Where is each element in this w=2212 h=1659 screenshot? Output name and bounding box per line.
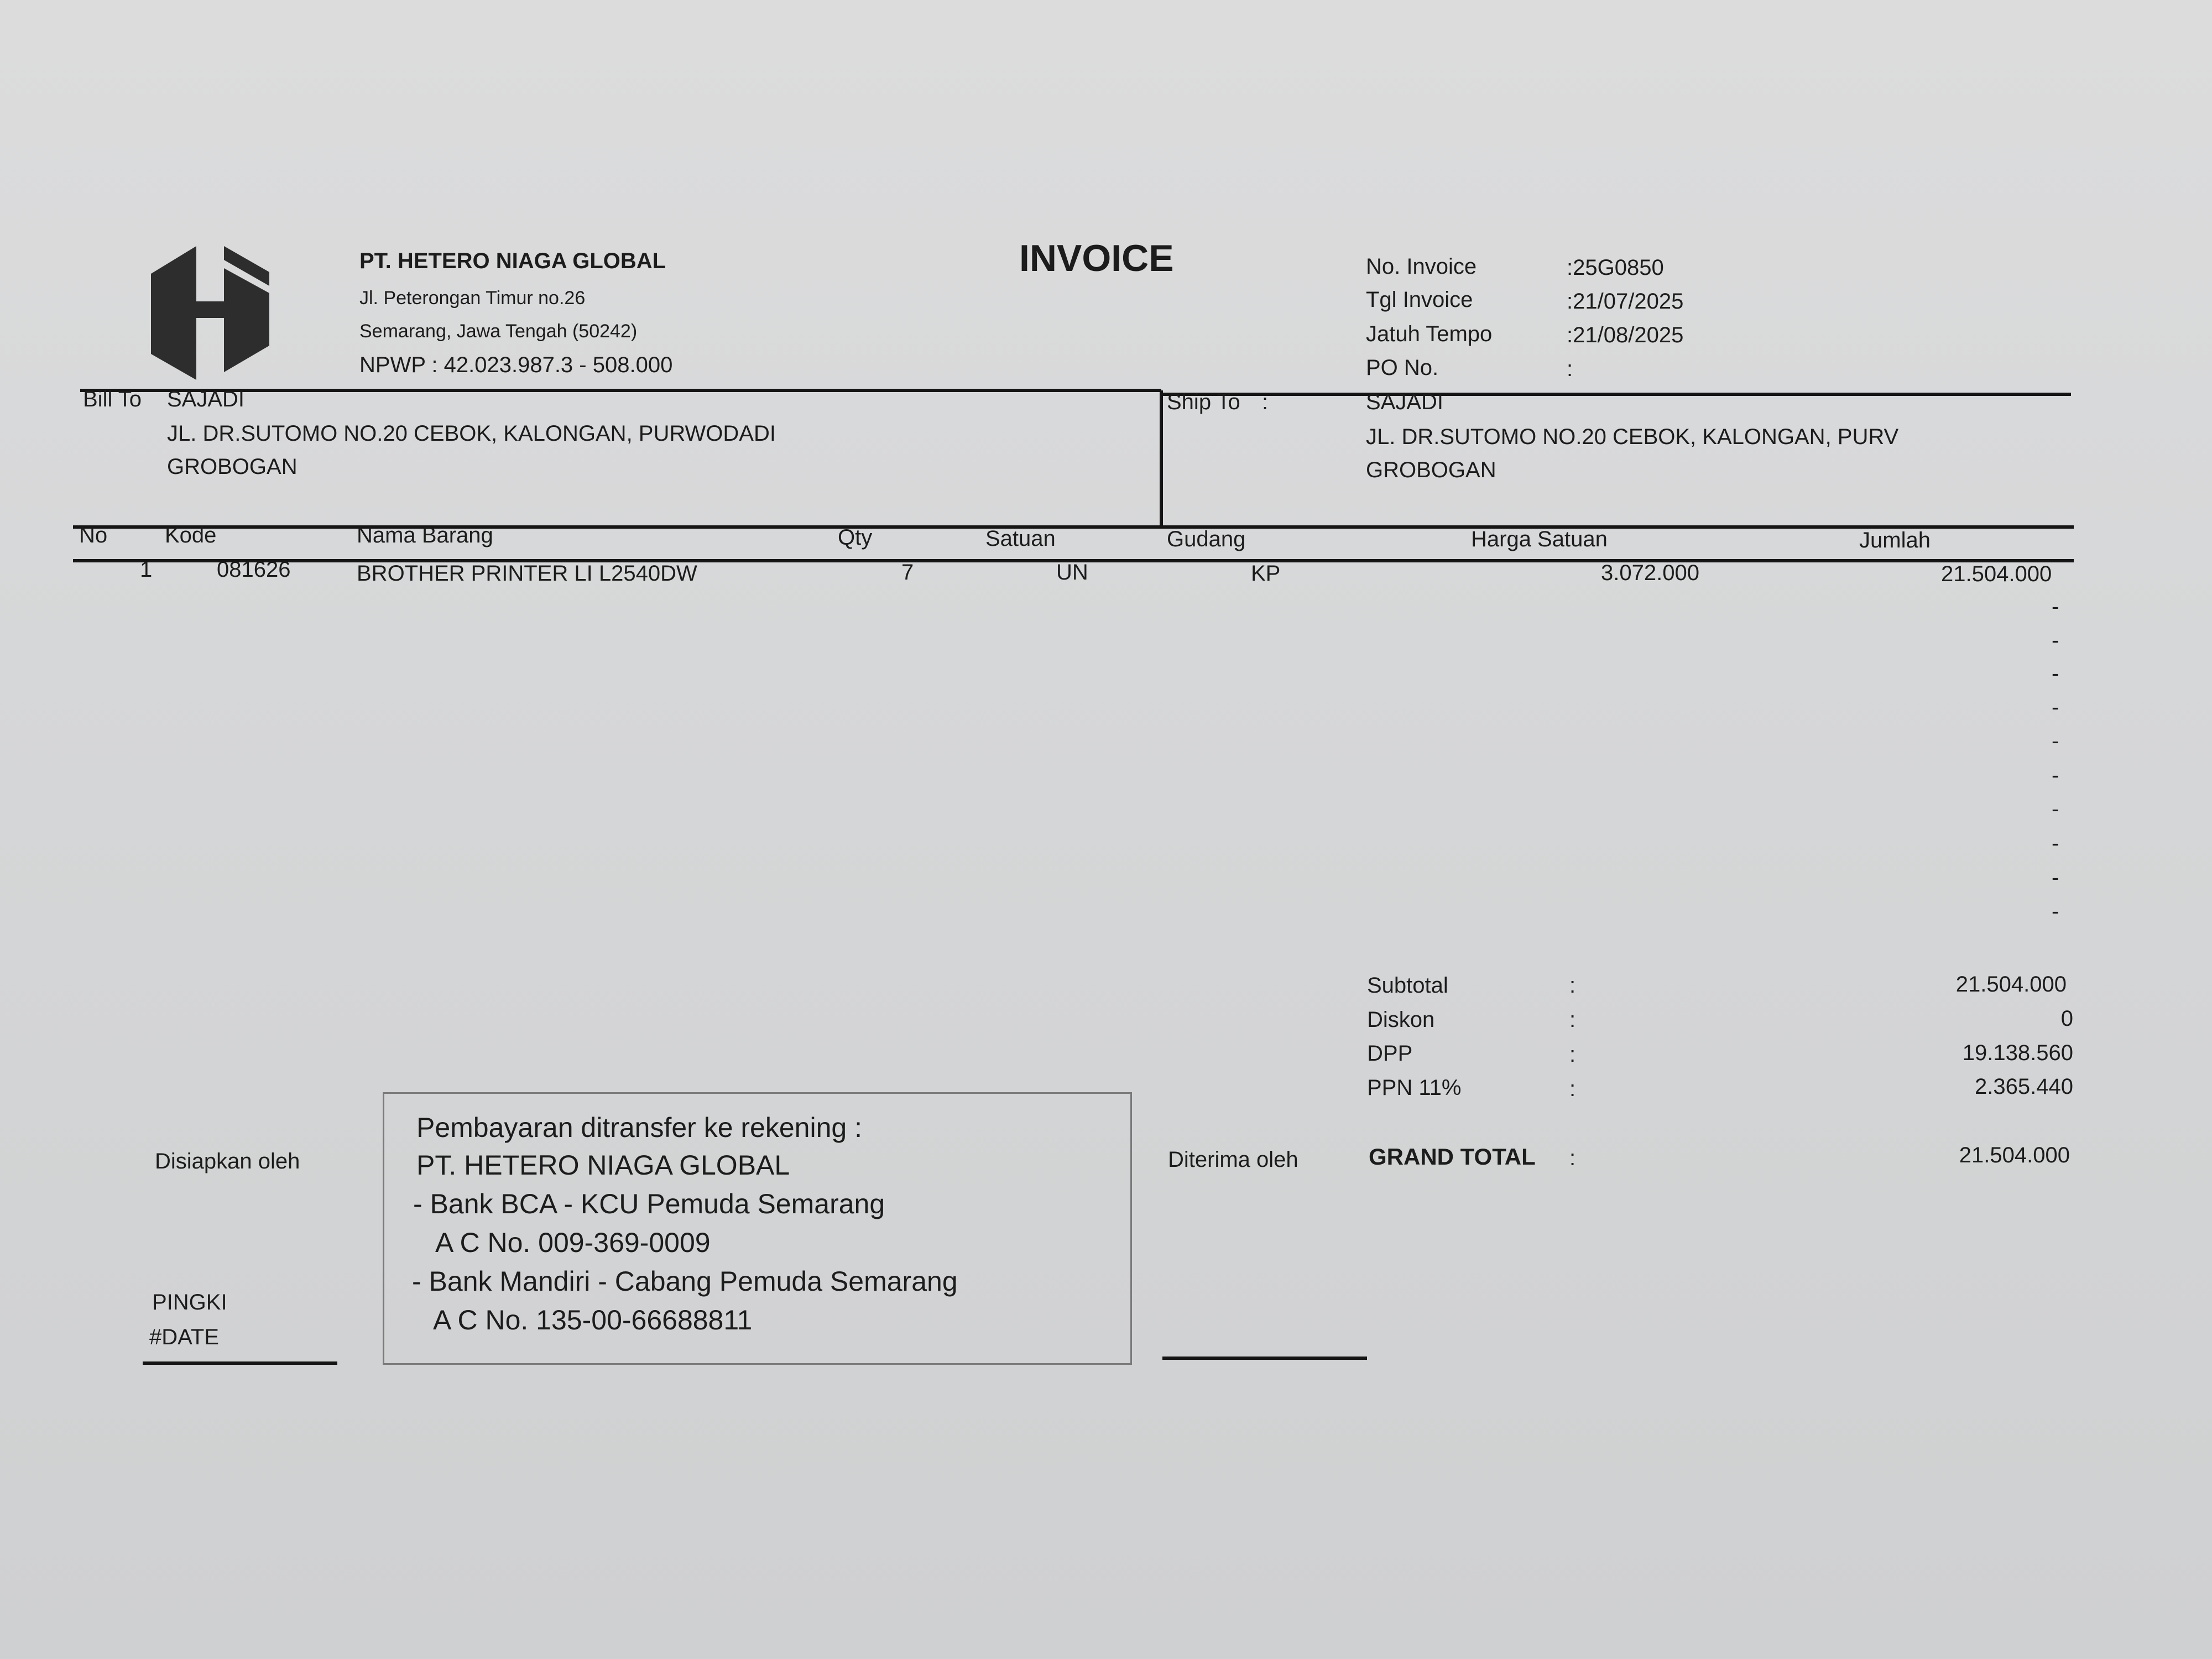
meta-label-invoice-no: No. Invoice (1366, 254, 1477, 279)
meta-label-po-no: PO No. (1366, 356, 1439, 380)
row-satuan: UN (1056, 560, 1088, 585)
row-kode: 081626 (217, 557, 291, 582)
meta-value-po-no: : (1567, 357, 1573, 381)
ppn-label: PPN 11% (1367, 1076, 1462, 1100)
empty-row-dash: - (2052, 763, 2059, 787)
col-header-harga-satuan: Harga Satuan (1471, 527, 1608, 551)
empty-row-dash: - (2052, 797, 2059, 821)
row-nama-barang: BROTHER PRINTER LI L2540DW (357, 561, 697, 586)
col-header-satuan: Satuan (985, 526, 1056, 551)
prepared-by-name: PINGKI (152, 1290, 227, 1314)
bill-to-address-2: GROBOGAN (167, 455, 298, 479)
empty-row-dash: - (2052, 661, 2059, 686)
invoice-title: INVOICE (1019, 237, 1174, 279)
diskon-value: 0 (2060, 1006, 2073, 1031)
row-no: 1 (140, 557, 153, 582)
ppn-value: 2.365.440 (1975, 1074, 2073, 1099)
subtotal-label: Subtotal (1367, 973, 1448, 998)
row-jumlah: 21.504.000 (1941, 562, 2052, 586)
ship-to-top-rule (1161, 393, 2071, 396)
hexagon-h-logo-icon (141, 235, 279, 384)
company-address-2: Semarang, Jawa Tengah (50242) (359, 321, 638, 342)
empty-row-dash: - (2052, 628, 2059, 653)
received-by-label: Diterima oleh (1168, 1147, 1298, 1172)
ppn-colon: : (1569, 1077, 1576, 1101)
col-header-jumlah: Jumlah (1859, 528, 1931, 552)
ship-to-address-1: JL. DR.SUTOMO NO.20 CEBOK, KALONGAN, PURV (1366, 425, 1899, 449)
payment-company: PT. HETERO NIAGA GLOBAL (416, 1150, 790, 1181)
payment-instructions-box (383, 1092, 1132, 1365)
ship-to-address-2: GROBOGAN (1366, 458, 1496, 482)
ship-to-colon: : (1262, 390, 1269, 414)
company-address-1: Jl. Peterongan Timur no.26 (359, 288, 586, 309)
company-name: PT. HETERO NIAGA GLOBAL (359, 249, 666, 273)
meta-value-invoice-no: :25G0850 (1567, 255, 1664, 280)
empty-row-dash: - (2052, 899, 2059, 924)
empty-row-dash: - (2052, 831, 2059, 855)
received-signature-line (1162, 1357, 1367, 1360)
meta-label-due-date: Jatuh Tempo (1366, 322, 1493, 346)
payment-bank-bca: - Bank BCA - KCU Pemuda Semarang (413, 1188, 885, 1219)
ship-to-label: Ship To (1167, 390, 1240, 414)
prepared-by-label: Disiapkan oleh (155, 1149, 300, 1173)
payment-intro: Pembayaran ditransfer ke rekening : (416, 1112, 862, 1143)
bill-to-address-1: JL. DR.SUTOMO NO.20 CEBOK, KALONGAN, PURWODADI (167, 421, 776, 446)
row-harga-satuan: 3.072.000 (1601, 561, 1699, 585)
empty-row-dash: - (2052, 695, 2059, 719)
col-header-nama-barang: Nama Barang (357, 523, 493, 547)
payment-account-mandiri: A C No. 135-00-66688811 (433, 1305, 753, 1335)
empty-row-dash: - (2052, 865, 2059, 890)
subtotal-value: 21.504.000 (1955, 972, 2067, 997)
prepared-by-date: #DATE (149, 1325, 219, 1349)
row-gudang: KP (1251, 561, 1281, 586)
dpp-colon: : (1569, 1042, 1576, 1067)
meta-label-invoice-date: Tgl Invoice (1366, 288, 1473, 312)
bill-to-name: SAJADI (167, 387, 245, 411)
col-header-no: No (79, 523, 108, 547)
grand-total-value: 21.504.000 (1959, 1143, 2070, 1167)
col-header-kode: Kode (165, 523, 217, 547)
grand-total-label: GRAND TOTAL (1369, 1144, 1536, 1170)
row-qty: 7 (901, 560, 914, 585)
grand-total-colon: : (1569, 1146, 1576, 1170)
col-header-gudang: Gudang (1167, 527, 1246, 551)
bill-to-label: Bill To (83, 387, 142, 411)
meta-value-due-date: :21/08/2025 (1567, 323, 1684, 347)
dpp-value: 19.138.560 (1962, 1041, 2073, 1065)
subtotal-colon: : (1569, 973, 1576, 998)
diskon-label: Diskon (1367, 1008, 1435, 1032)
empty-row-dash: - (2052, 594, 2059, 619)
meta-value-invoice-date: :21/07/2025 (1567, 289, 1684, 314)
dpp-label: DPP (1367, 1041, 1413, 1066)
empty-row-dash: - (2052, 729, 2059, 753)
payment-account-bca: A C No. 009-369-0009 (435, 1227, 711, 1258)
company-npwp: NPWP : 42.023.987.3 - 508.000 (359, 353, 673, 377)
bill-ship-divider (1160, 390, 1163, 526)
diskon-colon: : (1569, 1008, 1576, 1032)
payment-bank-mandiri: - Bank Mandiri - Cabang Pemuda Semarang (412, 1266, 958, 1297)
prepared-signature-line (143, 1361, 337, 1365)
ship-to-name: SAJADI (1366, 390, 1444, 414)
col-header-qty: Qty (838, 525, 873, 550)
